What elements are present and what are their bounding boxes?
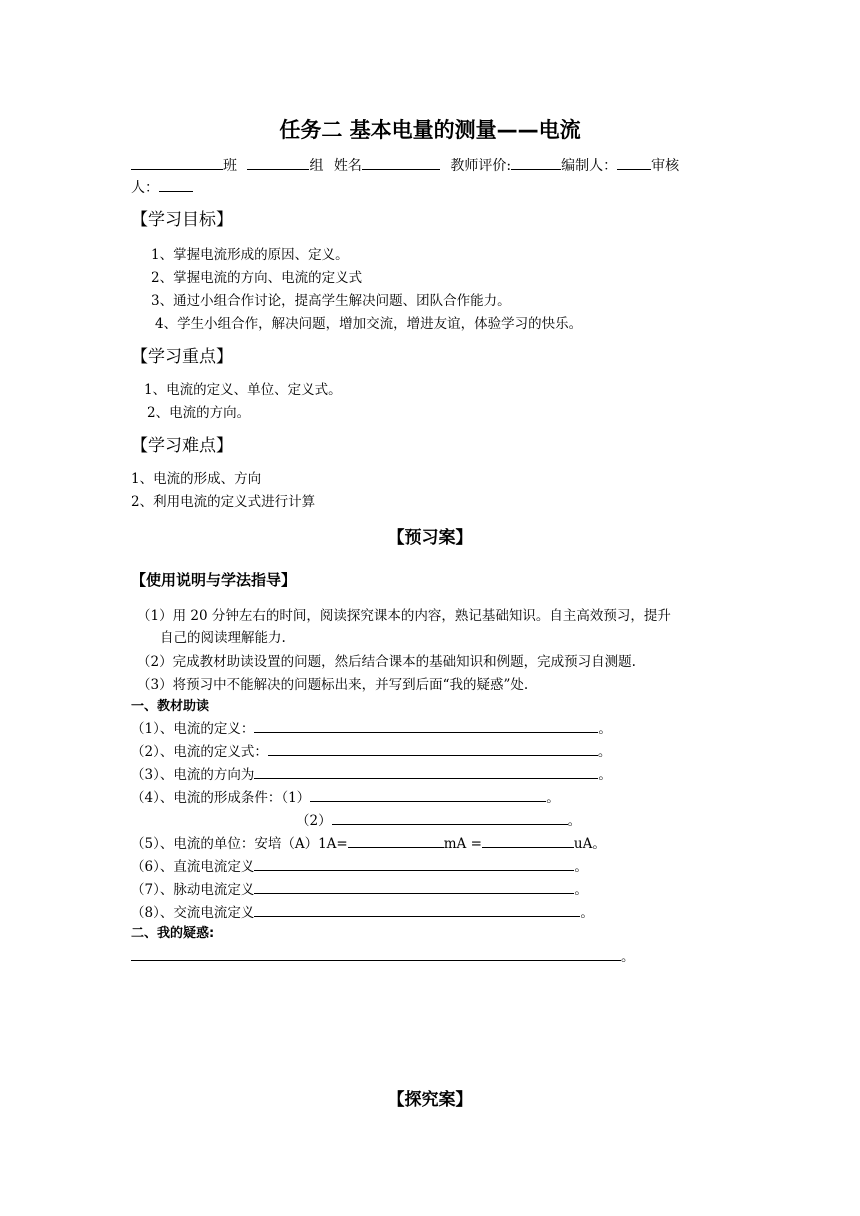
answer-blank[interactable] [268,741,598,756]
goal-item: 3、通过小组合作讨论，提高学生解决问题、团队合作能力。 [151,293,511,309]
answer-blank[interactable] [332,810,568,825]
question-7-label: （7）、脉动电流定义 [131,882,255,898]
goal-item: 4、学生小组合作，解决问题，增加交流，增进友谊，体验学习的快乐。 [155,316,583,332]
editor-label: 编制人： [561,158,618,174]
question-2-label: （2）、电流的定义式： [131,744,268,760]
group-blank[interactable] [247,155,309,170]
doubts-heading: 二、我的疑惑: [131,926,215,941]
question-3-label: （3）、电流的方向为 [131,767,255,783]
question-7 [131,878,588,898]
question-4-label: （4）、电流的形成条件：（1） [131,790,311,806]
question-4b-label: （2） [296,813,332,829]
group-label: 组 [309,158,324,174]
unit-ma: mA = [443,836,482,852]
end-mark: 。 [598,721,612,737]
question-2 [131,740,611,760]
question-8-label: （8）、交流电流定义 [131,905,255,921]
goals-heading: 【学习目标】 [131,210,233,230]
end-mark: 。 [546,790,560,806]
answer-blank[interactable] [310,787,546,802]
preview-heading: 【预习案】 [387,528,473,548]
question-6-label: （6）、直流电流定义 [131,859,255,875]
reviewer-blank[interactable] [159,177,193,192]
goal-item: 1、掌握电流形成的原因、定义。 [151,247,349,263]
question-4 [131,786,560,806]
goal-item: 2、掌握电流的方向、电流的定义式 [151,270,363,286]
doubts-line [131,945,635,965]
end-mark: 。 [598,767,612,783]
answer-blank[interactable] [254,902,580,917]
instruction-line: （3）将预习中不能解决的问题标出来，并写到后面“我的疑惑”处. [137,677,529,693]
teacher-eval-blank[interactable] [511,155,561,170]
end-mark: 。 [574,859,588,875]
answer-blank[interactable] [254,879,574,894]
doubts-blank[interactable] [131,946,621,961]
question-8 [131,901,594,921]
end-mark: 。 [567,813,582,829]
page-title: 任务二 基本电量的测量——电流 [279,118,581,142]
key-point-item: 2、电流的方向。 [147,405,251,421]
instructions-heading: 【使用说明与学法指导】 [131,571,297,589]
explore-heading: 【探究案】 [387,1090,473,1110]
instruction-line: （2）完成教材助读设置的问题，然后结合课本的基础知识和例题，完成预习自测题. [137,654,636,670]
answer-blank[interactable] [482,833,574,848]
teacher-eval-label: 教师评价: [450,158,512,174]
answer-blank[interactable] [254,718,598,733]
question-3 [131,763,612,783]
reviewer-label-cont: 人： [131,180,159,196]
key-points-heading: 【学习重点】 [131,347,233,367]
end-mark: 。 [574,882,588,898]
end-mark: 。 [621,949,635,965]
class-blank[interactable] [131,155,223,170]
header-info-line [131,155,679,175]
key-point-item: 1、电流的定义、单位、定义式。 [144,382,342,398]
instruction-line: 自己的阅读理解能力. [160,630,286,646]
difficulty-item: 2、利用电流的定义式进行计算 [131,494,316,510]
answer-blank[interactable] [254,764,598,779]
question-4b [296,809,581,829]
instruction-line: （1）用 20 分钟左右的时间，阅读探究课本的内容，熟记基础知识。自主高效预习，提升 [137,608,671,624]
question-5-label: （5）、电流的单位：安培（A）1A= [131,836,348,852]
difficulties-heading: 【学习难点】 [131,436,233,456]
header-info-line-2 [131,177,193,197]
answer-blank[interactable] [254,856,574,871]
editor-blank[interactable] [617,155,651,170]
class-label: 班 [223,158,237,174]
reading-heading: 一、教材助读 [131,699,210,714]
question-1-label: （1）、电流的定义： [131,721,255,737]
unit-ua: uA。 [573,836,606,852]
difficulty-item: 1、电流的形成、方向 [131,471,262,487]
end-mark: 。 [580,905,594,921]
question-1 [131,717,612,737]
name-label: 姓名 [333,158,362,174]
end-mark: 。 [597,744,612,760]
question-6 [131,855,588,875]
answer-blank[interactable] [348,833,444,848]
question-5 [131,832,606,852]
name-blank[interactable] [362,155,440,170]
reviewer-label: 审核 [651,158,680,174]
